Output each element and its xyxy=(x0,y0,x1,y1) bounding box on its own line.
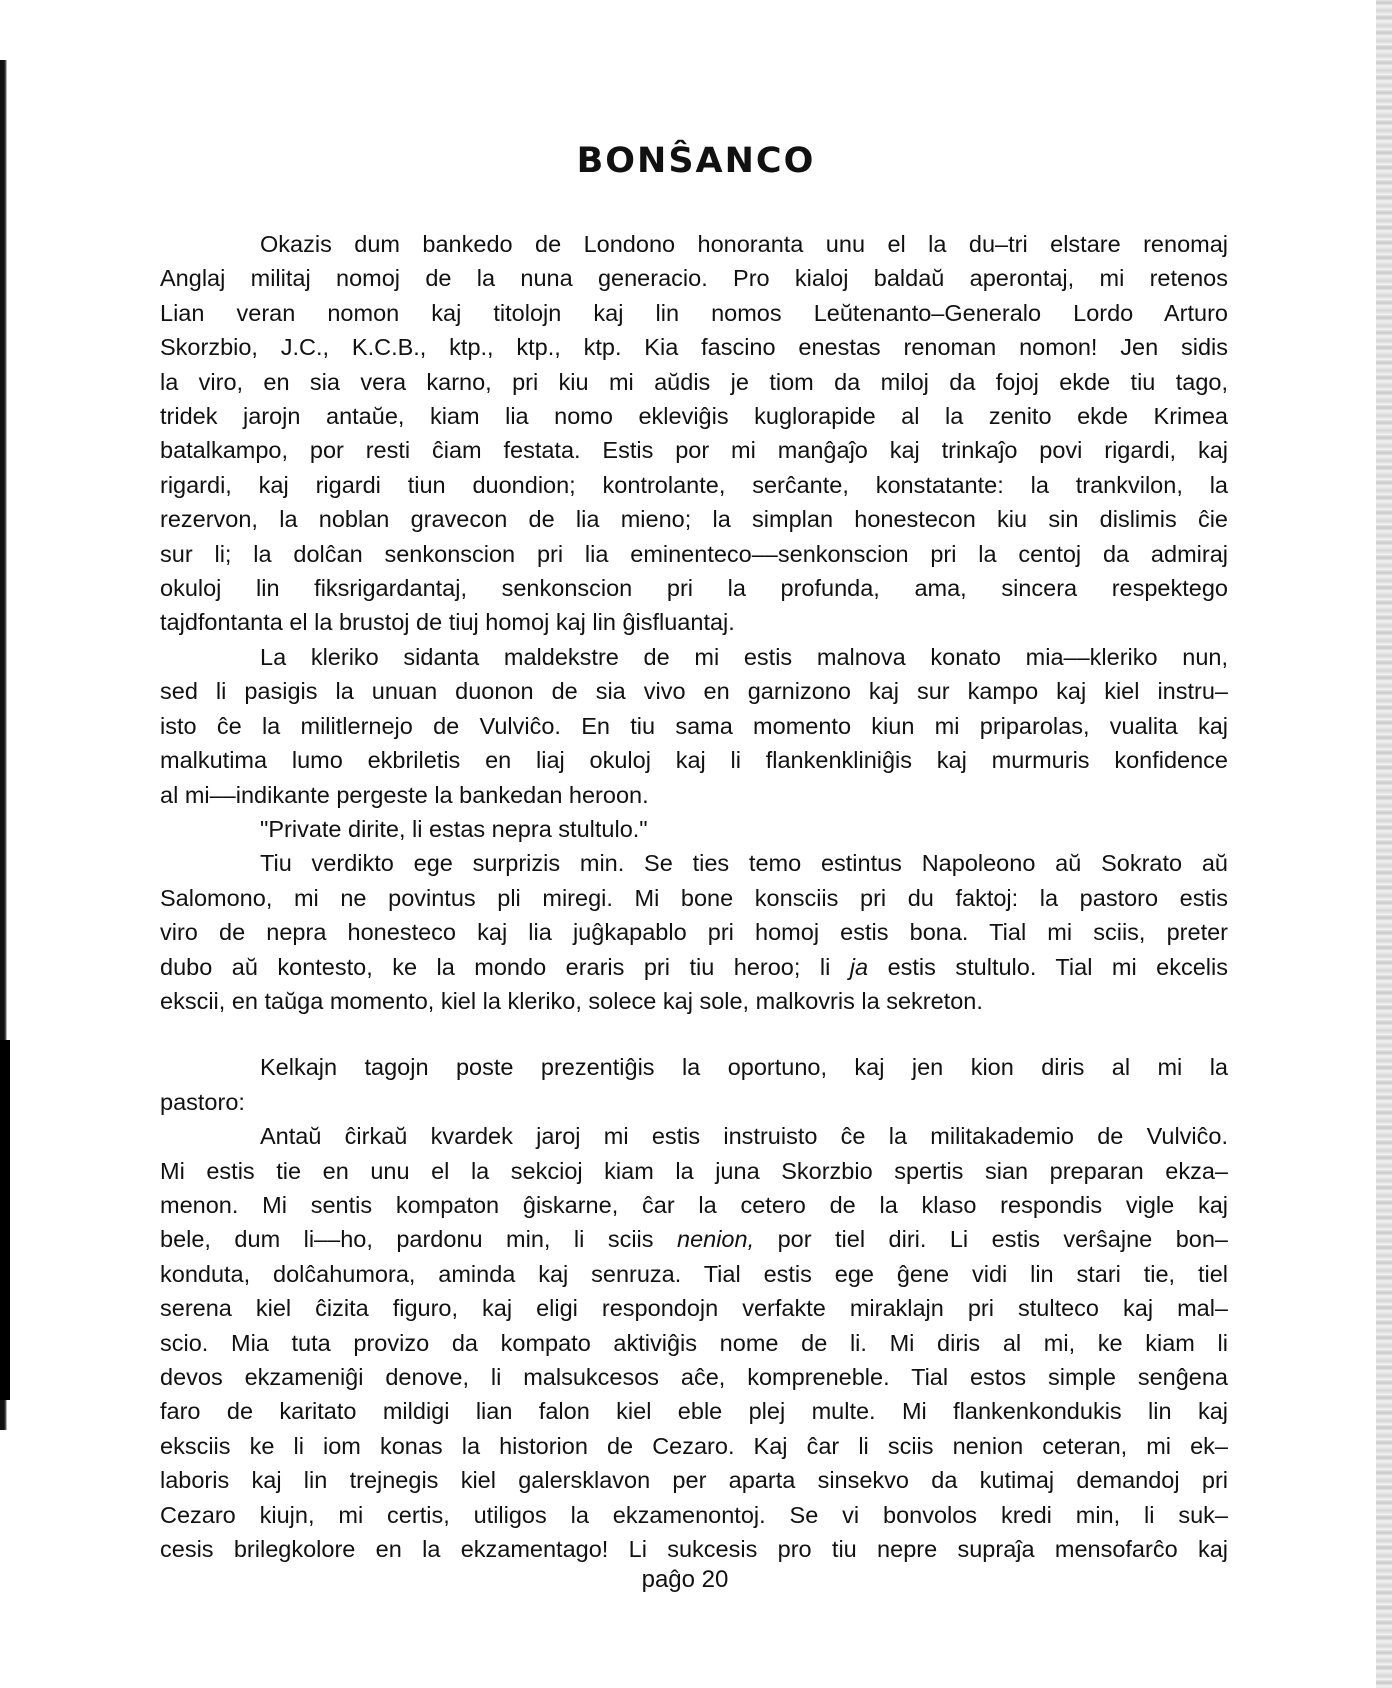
text-line: tridek jarojn antaŭe, kiam lia nomo ekleviĝis kuglorapide al la zenito ekde Krimea xyxy=(160,403,1228,430)
text-line: sed li pasigis la unuan duonon de sia vivo en garnizono kaj sur kampo kaj kiel instru– xyxy=(160,678,1228,705)
text-line: konduta, dolĉahumora, aminda kaj senruza. Tial estis ege ĝene vidi lin stari tie, tiel xyxy=(160,1260,1228,1287)
text-line: rezervon, la noblan gravecon de lia mieno; la simplan honestecon kiu sin dislimis ĉie xyxy=(160,506,1228,533)
text-segment: estis stultulo. Tial mi ekcelis xyxy=(868,953,1228,980)
italic-text: nenion, xyxy=(677,1226,755,1253)
text-line xyxy=(160,950,1228,984)
article-body xyxy=(160,227,1228,1566)
paragraph xyxy=(160,812,1228,846)
text-line: viro de nepra honesteco kaj lia juĝkapablo pri homoj estis bona. Tial mi sciis, preter xyxy=(160,919,1228,946)
text-line: laboris kaj lin trejnegis kiel galersklavon per aparta sinsekvo da kutimaj demandoj pri xyxy=(160,1467,1228,1494)
text-line: Cezaro kiujn, mi certis, utiligos la ekzamenontoj. Se vi bonvolos kredi min, li suk– xyxy=(160,1501,1228,1528)
text-line: batalkampo, por resti ĉiam festata. Estis por mi manĝaĵo kaj trinkaĵo povi rigardi, kaj xyxy=(160,437,1228,464)
scan-edge-left-dark xyxy=(0,1040,10,1400)
text-line: faro de karitato mildigi lian falon kiel eble plej multe. Mi flankenkondukis lin kaj xyxy=(160,1398,1228,1425)
text-line: Tiu verdikto ege surprizis min. Se ties temo estintus Napoleono aŭ Sokrato aŭ xyxy=(260,850,1228,877)
text-line: menon. Mi sentis kompaton ĝiskarne, ĉar la cetero de la klaso respondis vigle kaj xyxy=(160,1191,1228,1218)
italic-text: ja xyxy=(849,953,869,980)
text-line: Lian veran nomon kaj titolojn kaj lin nomos Leŭtenanto–Generalo Lordo Arturo xyxy=(160,299,1228,326)
text-line: Okazis dum bankedo de Londono honoranta unu el la du–tri elstare renomaj xyxy=(260,231,1228,257)
text-line: okuloj lin fiksrigardantaj, senkonscion pri la profunda, ama, sincera respektego xyxy=(160,575,1228,602)
paragraph xyxy=(160,640,1228,812)
text-line: rigardi, kaj rigardi tiun duondion; kontrolante, serĉante, konstatante: la trankvilon, la xyxy=(160,471,1228,498)
page-number: paĝo 20 xyxy=(641,1566,729,1593)
text-line: devos ekzameniĝi denove, li malsukcesos aĉe, kompreneble. Tial estos simple senĝena xyxy=(160,1364,1228,1390)
text-line: Mi estis tie en unu el la sekcioj kiam la juna Skorzbio spertis sian preparan ekza– xyxy=(160,1157,1228,1184)
text-line xyxy=(160,1222,1228,1256)
text-line: Salomono, mi ne povintus pli miregi. Mi bone konsciis pri du faktoj: la pastoro estis xyxy=(160,884,1228,911)
text-line: eksciis ke li iom konas la historion de Cezaro. Kaj ĉar li sciis nenion ceteran, mi ek– xyxy=(160,1432,1228,1459)
text-line: Kelkajn tagojn poste prezentiĝis la oportuno, kaj jen kion diris al mi la xyxy=(260,1054,1228,1081)
text-line: La kleriko sidanta maldekstre de mi estis malnova konato mia––kleriko nun, xyxy=(260,643,1228,670)
text-segment: dubo aŭ kontesto, ke la mondo eraris pri tiu heroo; li xyxy=(160,953,850,980)
text-line: la viro, en sia vera karno, pri kiu mi aŭdis je tiom da miloj da fojoj ekde tiu tago, xyxy=(160,368,1228,395)
scan-edge-right xyxy=(1376,0,1392,1688)
text-line: malkutima lumo ekbriletis en liaj okuloj kaj li flankenkliniĝis kaj murmuris konfidence xyxy=(160,747,1228,774)
paragraph xyxy=(160,1119,1228,1566)
text-line: tajdfontanta el la brustoj de tiuj homoj kaj lin ĝisfluantaj. xyxy=(160,609,735,636)
paragraph xyxy=(160,846,1228,1018)
text-line: cesis brilegkolore en la ekzamentago! Li sukcesis pro tiu nepre supraĵa mensofarĉo kaj xyxy=(160,1536,1228,1563)
text-segment: bele, dum li––ho, pardonu min, li sciis xyxy=(160,1226,677,1253)
text-line: "Private dirite, li estas nepra stultulo." xyxy=(260,815,648,842)
text-line: pastoro: xyxy=(160,1088,245,1115)
text-line: scio. Mia tuta provizo da kompato aktiviĝis nome de li. Mi diris al mi, ke kiam li xyxy=(160,1329,1228,1356)
text-line: Anglaj militaj nomoj de la nuna generacio. Pro kialoj baldaŭ aperontaj, mi retenos xyxy=(160,265,1228,292)
paragraph xyxy=(160,227,1228,640)
text-line: sur li; la dolĉan senkonscion pri lia eminenteco––senkonscion pri la centoj da admiraj xyxy=(160,540,1228,567)
text-line: serena kiel ĉizita figuro, kaj eligi respondojn verfakte miraklajn pri stulteco kaj mal– xyxy=(160,1295,1228,1322)
text-line: Skorzbio, J.C., K.C.B., ktp., ktp., ktp. Kia fascino enestas renoman nomon! Jen sidis xyxy=(160,334,1228,361)
text-line: isto ĉe la militlernejo de Vulviĉo. En tiu sama momento kiun mi priparolas, vualita kaj xyxy=(160,712,1228,739)
text-line: al mi––indikante pergeste la bankedan heroon. xyxy=(160,781,649,808)
page-title: BONŜANCO xyxy=(576,141,816,182)
paragraph xyxy=(160,1050,1228,1119)
text-segment: por tiel diri. Li estis verŝajne bon– xyxy=(754,1226,1228,1253)
text-line: Antaŭ ĉirkaŭ kvardek jaroj mi estis instruisto ĉe la militakademio de Vulviĉo. xyxy=(260,1123,1228,1150)
text-line: ekscii, en taŭga momento, kiel la kleriko, solece kaj sole, malkovris la sekreton. xyxy=(160,987,983,1014)
